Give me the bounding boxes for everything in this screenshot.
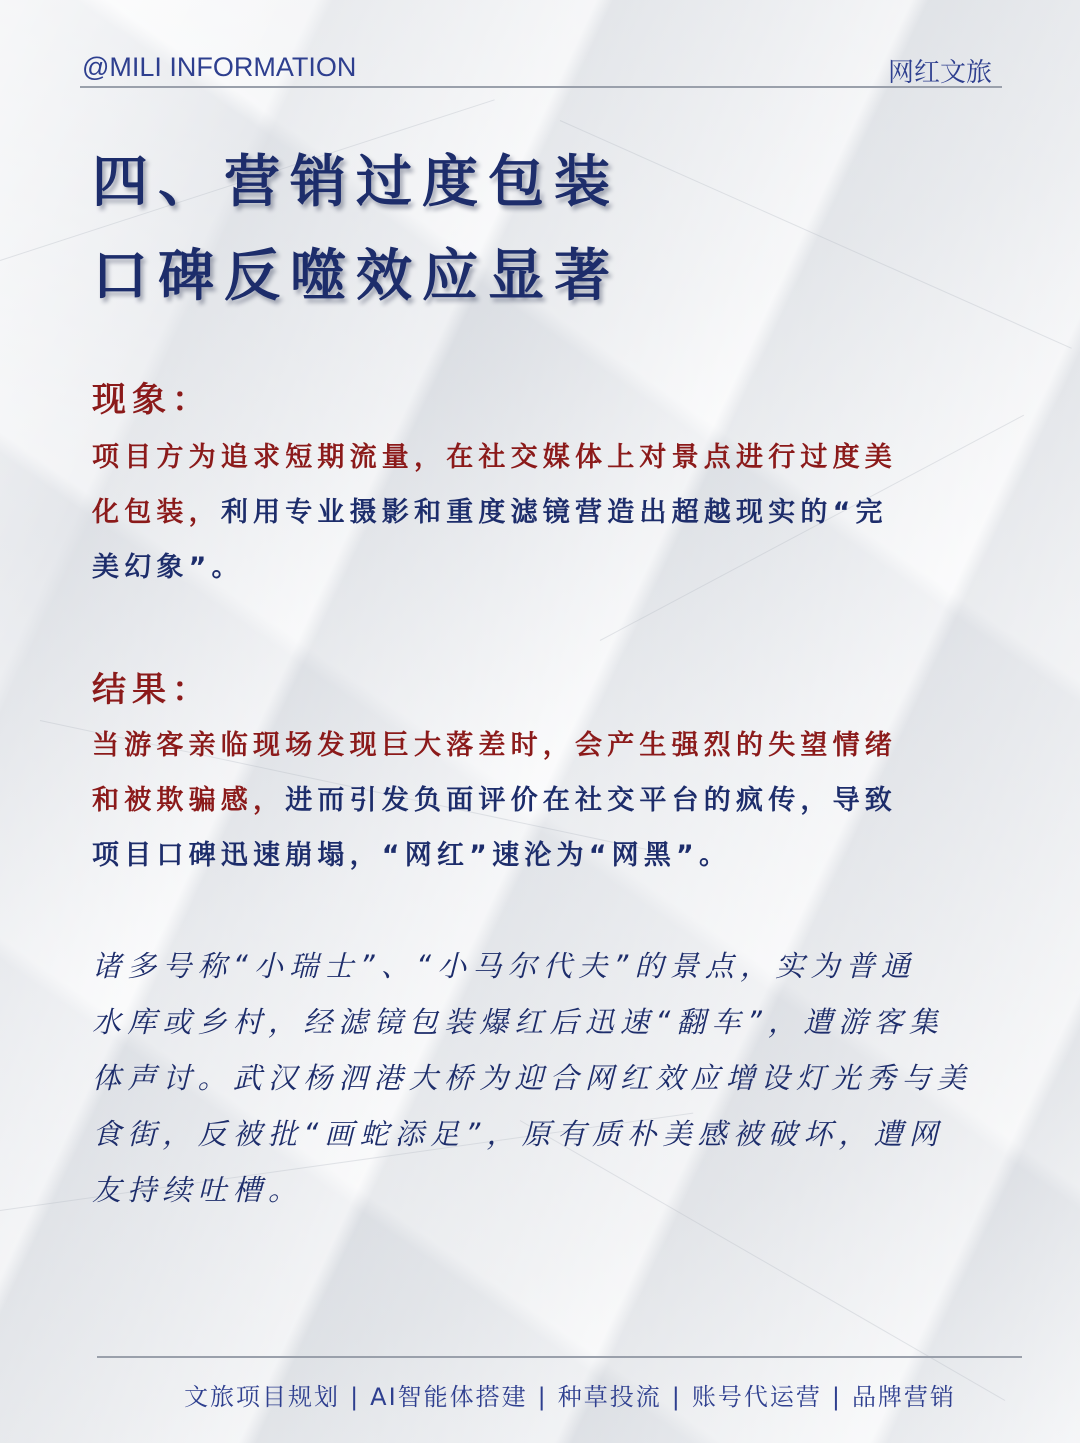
paragraph-line	[92, 540, 988, 595]
footer-separator: |	[671, 1383, 682, 1411]
footer-services	[0, 1377, 1080, 1412]
title-line-1: 四、营销过度包装	[92, 149, 620, 215]
red-text: 化包装，	[92, 497, 221, 528]
footer-separator: |	[537, 1383, 548, 1411]
note-line: 食街，反被批“画蛇添足”，原有质朴美感被破坏，遭网	[92, 1117, 945, 1151]
page-title	[92, 135, 620, 323]
red-text: 当游客亲临现场发现巨大落差时，会产生强烈的失望情绪	[92, 730, 897, 761]
footer-separator: |	[350, 1383, 361, 1411]
blue-text: 美幻象”。	[92, 552, 244, 583]
note-line: 友持续吐槽。	[92, 1173, 304, 1207]
paragraph-line	[92, 485, 988, 540]
brand-handle: @MILI INFORMATION	[82, 52, 357, 82]
phenomenon-label: 现象：	[92, 380, 212, 420]
footer-item: AI智能体搭建	[370, 1383, 528, 1411]
footer-separator: |	[831, 1383, 842, 1411]
red-text: 项目方为追求短期流量，在社交媒体上对景点进行过度美	[92, 442, 897, 473]
red-text: 和被欺骗感，	[92, 785, 286, 816]
blue-text: 项目口碑迅速崩塌，“网红”速沦为“网黑”。	[92, 840, 732, 871]
phenomenon-paragraph	[92, 430, 988, 595]
paragraph-line	[92, 430, 988, 485]
footer-divider	[97, 1356, 1022, 1358]
footer-item: 品牌营销	[851, 1383, 956, 1411]
paragraph-line	[92, 718, 988, 773]
category-tag: 网红文旅	[887, 58, 992, 88]
footer-item: 种草投流	[557, 1383, 662, 1411]
blue-text: 利用专业摄影和重度滤镜营造出超越现实的“完	[220, 497, 888, 528]
title-line-2: 口碑反噬效应显著	[92, 243, 620, 309]
result-label: 结果：	[92, 670, 212, 710]
footer-item: 文旅项目规划	[184, 1383, 341, 1411]
header-bar	[80, 50, 1002, 88]
paper-crease	[560, 120, 1072, 349]
paragraph-line	[92, 773, 988, 828]
paragraph-line	[92, 828, 988, 883]
example-note	[92, 938, 992, 1218]
result-paragraph	[92, 718, 988, 883]
note-line: 体声讨。武汉杨泗港大桥为迎合网红效应增设灯光秀与美	[92, 1061, 973, 1095]
blue-text: 进而引发负面评价在社交平台的疯传，导致	[285, 785, 898, 816]
footer-item: 账号代运营	[691, 1383, 822, 1411]
note-line: 诸多号称“小瑞士”、“小马尔代夫”的景点，实为普通	[92, 949, 917, 983]
note-line: 水库或乡村，经滤镜包装爆红后迅速“翻车”，遭游客集	[92, 1005, 945, 1039]
